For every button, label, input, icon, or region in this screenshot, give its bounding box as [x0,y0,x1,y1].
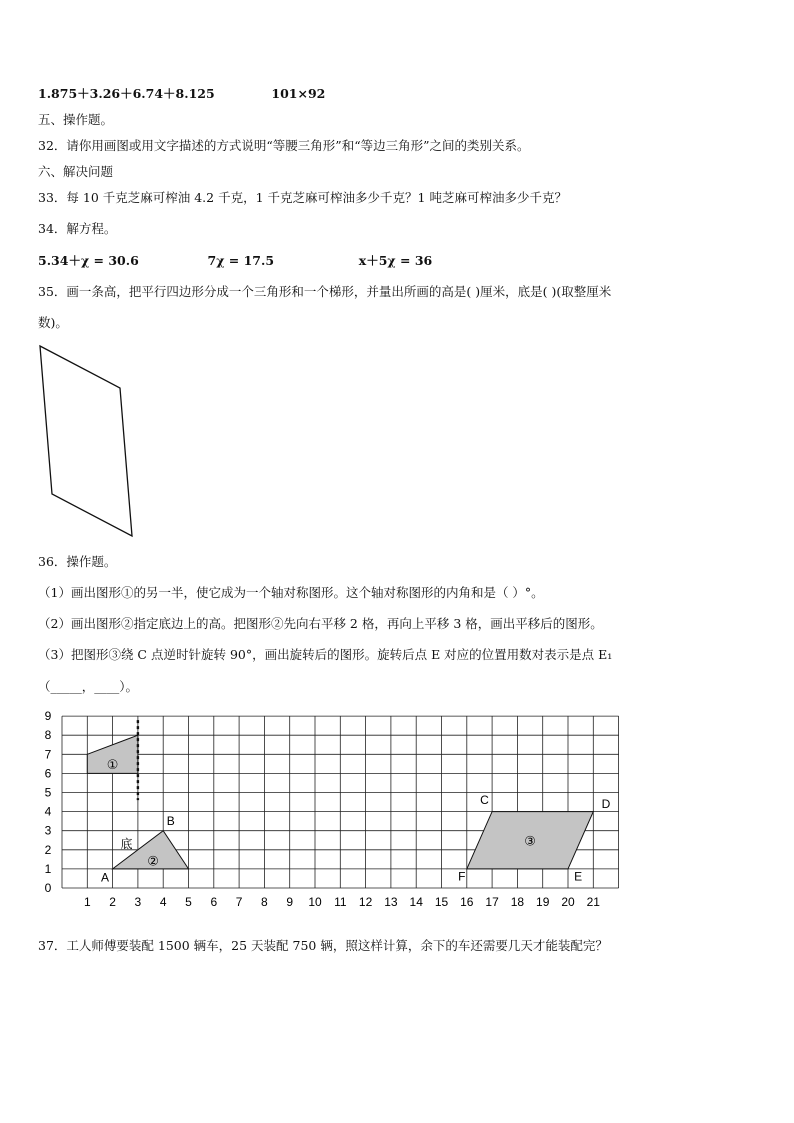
y-tick-label: 8 [44,728,52,743]
y-tick-label: 5 [44,785,52,800]
question-36-part2: （2）画出图形②指定底边上的高。把图形②先向右平移 2 格，再向上平移 3 格，画出平移后的图形。 [38,616,603,631]
x-tick-label: 16 [460,895,474,909]
question-36-part3: （3）把图形③绕 C 点逆时针旋转 90°，画出旋转后的图形。旋转后点 E 对应的位置用数对表示是点 E₁ [38,647,613,662]
x-tick-label: 17 [485,895,499,909]
y-tick-label: 3 [44,823,52,838]
equation-2: 7χ = 17.5 [207,253,275,268]
question-36-part3-answer: （_____，____）。 [38,679,139,694]
y-tick-label: 6 [44,766,52,781]
y-tick-label: 0 [44,881,52,895]
point-label-B: B [166,814,175,829]
figure-label-shape3: ③ [524,834,536,850]
y-tick-label: 2 [44,842,52,857]
x-tick-label: 7 [235,895,243,909]
equation-1: 5.34＋χ = 30.6 [38,253,139,268]
point-label-E: E [574,869,583,884]
point-label-A: A [101,870,110,885]
x-tick-label: 3 [134,895,142,909]
y-tick-label: 4 [44,804,52,819]
y-tick-label: 7 [44,747,52,762]
question-34: 34．解方程。 [38,221,117,236]
x-tick-label: 13 [384,895,398,909]
calc-expression-a: 1.875＋3.26＋6.74＋8.125 [38,86,215,101]
question-36: 36．操作题。 [38,554,117,569]
x-tick-label: 15 [434,895,449,909]
point-label-C: C [480,793,489,808]
calc-line [38,84,325,102]
x-tick-label: 9 [286,895,294,909]
question-36-part1: （1）画出图形①的另一半，使它成为一个轴对称图形。这个轴对称图形的内角和是（ ）°。 [38,585,544,600]
x-tick-label: 6 [210,895,218,909]
x-tick-label: 20 [561,895,575,909]
equation-3: x＋5χ = 36 [358,253,433,268]
x-tick-label: 18 [510,895,525,909]
section-five-heading: 五、操作题。 [38,112,114,127]
question-37: 37．工人师傅要装配 1500 辆车，25 天装配 750 辆，照这样计算，余下的车还需要几天才能装配完？ [38,938,608,953]
question-32: 32．请你用画图或用文字描述的方式说明“等腰三角形”和“等边三角形”之间的类别关系。 [38,138,530,153]
section-six-heading: 六、解决问题 [38,164,114,179]
x-tick-label: 19 [536,895,550,909]
x-tick-label: 11 [334,895,347,909]
x-tick-label: 14 [409,895,423,909]
point-label-D: D [601,796,611,811]
x-tick-label: 4 [159,895,167,909]
coordinate-grid [40,706,640,916]
parallelogram [40,346,132,536]
parallelogram-figure [30,338,140,543]
figure-label-shape1: ① [106,757,119,773]
equations-line [38,251,432,269]
x-tick-label: 2 [109,895,116,909]
x-tick-label: 10 [308,895,322,909]
x-tick-label: 21 [586,895,600,909]
y-tick-label: 9 [44,709,52,724]
point-label-F: F [458,869,466,884]
question-35: 35．画一条高，把平行四边形分成一个三角形和一个梯形，并量出所画的高是( )厘米，底是( )(取整厘米 [38,284,612,299]
question-35-cont: 数)。 [38,315,68,330]
question-33: 33．每 10 千克芝麻可榨油 4.2 千克，1 千克芝麻可榨油多少千克？1 吨芝麻可榨油多少千克？ [38,190,567,205]
figure-label-shape2: ② [147,854,159,870]
calc-expression-b: 101×92 [271,86,326,101]
x-tick-label: 12 [358,895,373,909]
x-tick-label: 5 [185,895,192,909]
base-label: 底 [120,837,133,852]
x-tick-label: 1 [83,895,91,909]
x-tick-label: 8 [261,895,268,909]
y-tick-label: 1 [44,861,52,876]
